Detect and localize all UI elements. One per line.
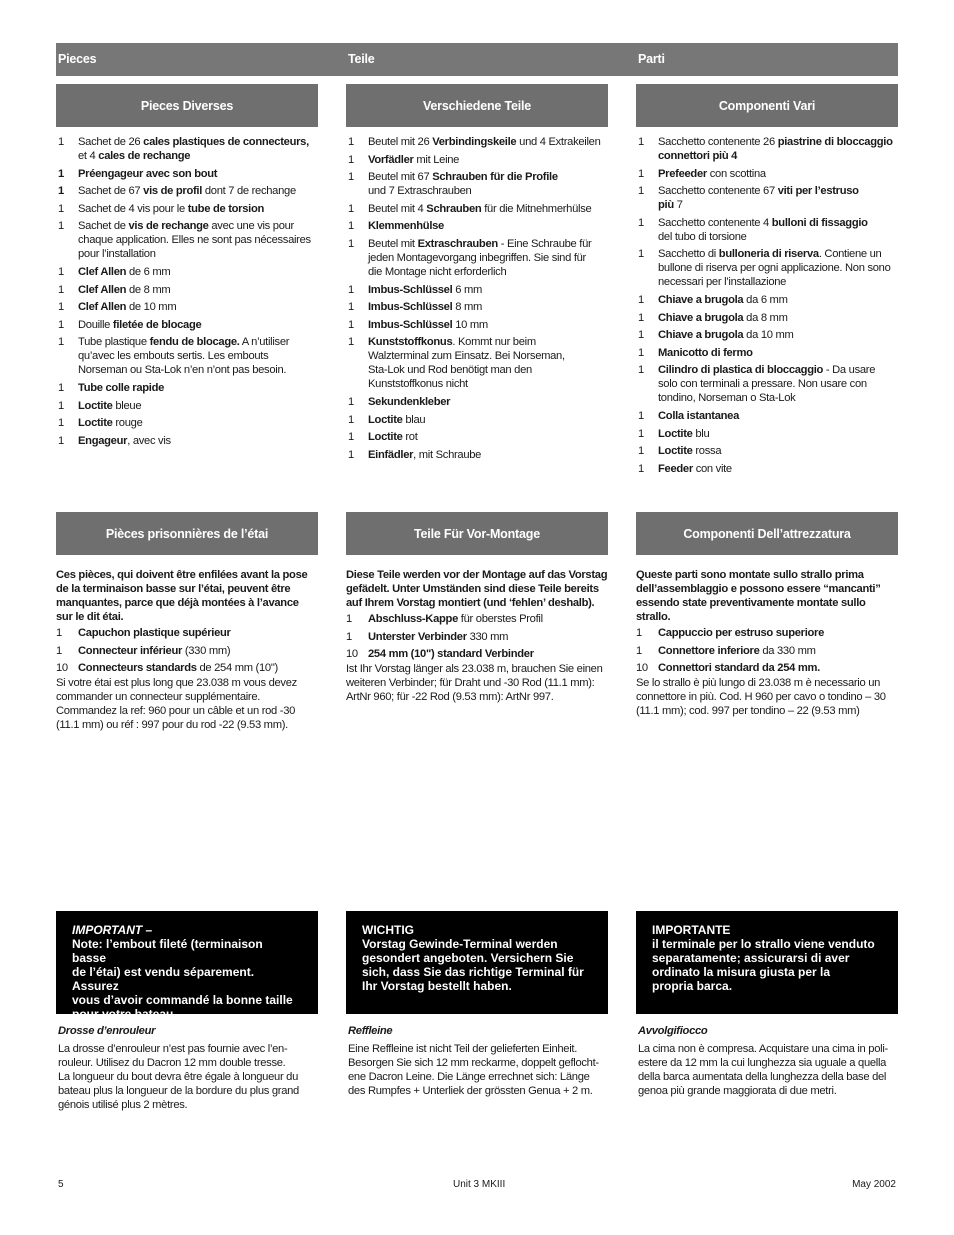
item-description: Sachet de vis de rechange avec une vis pour chaque application. Elles ne sont pas nécessaires pour l’installation [78, 220, 311, 261]
list-item [346, 335, 608, 391]
item-description: Sachet de 4 vis pour le tube de torsion [78, 202, 265, 215]
item-description: Connettori standard da 254 mm. [658, 662, 820, 675]
parts-list [636, 135, 898, 476]
item-description: Klemmenhülse [368, 220, 444, 233]
section-header: Componenti Vari [636, 84, 898, 127]
parts-list [636, 626, 898, 675]
item-quantity: 1 [58, 318, 64, 331]
list-item [636, 462, 898, 476]
important-box-fr [56, 911, 318, 1021]
item-description: Beutel mit 4 Schrauben für die Mitnehmerhülse [368, 202, 592, 215]
parts-list [346, 612, 608, 661]
section-note: Si votre étai est plus long que 23.038 m vous devez commander un connecteur supplémentaire. Commandez la ref: 960 pour un câble et un rod -30 (11.1 mm) ou réf : 997 pour du rod -22 (9.53 mm). [56, 676, 297, 731]
item-description: Beutel mit 67 Schrauben für die Profile und 7 Extraschrauben [368, 171, 558, 198]
item-description: Sachet de 26 cales plastiques de connecteurs, et 4 cales de rechange [78, 136, 309, 162]
item-quantity: 1 [346, 613, 352, 625]
list-item [636, 346, 898, 360]
furling-text: La drosse d’enrouleur n’est pas fournie avec l’en- rouleur. Utilisez du Dacron 12 mm double tresse. La longueur du bout devra être égale à longueur du bateau plus la longueur de la bordure du plus grand génois utilisé plus 2 mètres. [58, 1043, 299, 1111]
item-quantity: 1 [58, 381, 64, 394]
footer-date: May 2002 [852, 1179, 896, 1190]
item-quantity: 1 [348, 318, 354, 331]
list-item [346, 135, 608, 149]
section-header: Componenti Dell’attrezzatura [636, 512, 898, 555]
item-quantity: 1 [638, 329, 644, 342]
item-description: Loctite bleue [78, 399, 142, 412]
item-description: Loctite blau [368, 413, 426, 426]
list-item [636, 363, 898, 405]
item-quantity: 1 [346, 630, 352, 643]
parts-list [56, 135, 318, 448]
list-item [346, 202, 608, 216]
item-description: Clef Allen de 8 mm [78, 283, 171, 296]
item-quantity: 1 [58, 336, 64, 349]
item-description: Clef Allen de 10 mm [78, 301, 177, 314]
list-item [346, 630, 608, 644]
furling-title: Avvolgifiocco [638, 1025, 708, 1037]
item-quantity: 1 [56, 644, 62, 657]
list-item [56, 300, 318, 314]
section-header: Verschiedene Teile [346, 84, 608, 127]
furling-text: La cima non è compresa. Acquistare una cima in poli- estere da 12 mm la cui lunghezza sia uguale a quella della barca aumentata della lunghezza della base del genoa più grande maggiorata di due metri. [638, 1043, 888, 1097]
item-quantity: 1 [58, 399, 64, 412]
item-quantity: 1 [58, 417, 64, 430]
item-description: Imbus-Schlüssel 8 mm [368, 301, 482, 314]
lang-header-fr: Pieces [58, 52, 97, 66]
section-intro: Ces pièces, qui doivent être enfilées avant la pose de la terminaison basse sur l’étai, peuvent être manquantes, parce que déjà montées à l’avance sur le dit étai. [56, 569, 308, 623]
item-quantity: 1 [348, 171, 354, 184]
item-description: Connecteur inférieur (330 mm) [78, 644, 231, 657]
list-item [636, 184, 898, 212]
list-item [346, 283, 608, 297]
item-quantity: 1 [638, 445, 644, 458]
captive-it [636, 512, 898, 718]
item-quantity: 1 [348, 395, 354, 408]
item-description: Chiave a brugola da 8 mm [658, 311, 788, 324]
item-quantity: 1 [348, 413, 354, 426]
misc-de [346, 84, 608, 465]
item-description: Engageur, avec vis [78, 434, 171, 447]
item-description: Einfädler, mit Schraube [368, 448, 482, 461]
list-item [346, 448, 608, 462]
list-item [636, 444, 898, 458]
furling-it [638, 1024, 900, 1098]
furling-title: Reffleine [348, 1025, 393, 1037]
list-item [346, 153, 608, 167]
item-quantity: 1 [58, 167, 64, 180]
item-description: Vorfädler mit Leine [368, 153, 460, 166]
item-description: Clef Allen de 6 mm [78, 265, 171, 278]
important-box-it [636, 911, 898, 1014]
furling-fr [58, 1024, 320, 1112]
item-quantity: 1 [638, 167, 644, 180]
list-item [346, 300, 608, 314]
list-item [636, 328, 898, 342]
item-description: Beutel mit Extraschrauben - Eine Schraube für jeden Montagevorgang inbegriffen. Sie sind für die Montage nicht erforderlich [368, 237, 592, 278]
important-title: WICHTIG [362, 923, 414, 937]
item-description: Sacchetto contenente 26 piastrine di bloccaggio connettori più 4 [658, 136, 893, 162]
section-intro: Diese Teile werden vor der Montage auf das Vorstag gefädelt. Unter Umständen sind diese Teile bereits auf Ihrem Vorstag montiert (und ‘fehlen’ deshalb). [346, 569, 608, 609]
top-language-bar [56, 43, 898, 76]
list-item [346, 170, 608, 198]
list-item [56, 381, 318, 395]
list-item [636, 409, 898, 423]
section-note: Ist Ihr Vorstag länger als 23.038 m, brauchen Sie einen weiteren Verbinder; für Draht und -30 Rod (11.1 mm): ArtNr 960; für -22 Rod (9.53 mm): ArtNr 997. [346, 662, 603, 703]
list-item [56, 399, 318, 413]
item-quantity: 10 [56, 662, 68, 675]
captive-fr [56, 512, 318, 732]
list-item [636, 644, 898, 658]
item-quantity: 1 [58, 434, 64, 447]
item-description: Loctite rouge [78, 417, 143, 430]
item-quantity: 1 [638, 409, 644, 422]
important-text: il terminale per lo strallo viene venduto separatamente; assicurarsi di aver ordinato la misura giusta per la propria barca. [652, 937, 875, 993]
page-number: 5 [58, 1179, 64, 1190]
item-description: Imbus-Schlüssel 10 mm [368, 318, 488, 331]
item-quantity: 1 [638, 311, 644, 324]
list-item [56, 283, 318, 297]
furling-de [348, 1024, 610, 1098]
item-quantity: 1 [348, 431, 354, 444]
parts-list [56, 626, 318, 675]
list-item [56, 416, 318, 430]
list-item [346, 612, 608, 626]
important-text: Vorstag Gewinde-Terminal werden gesondert angeboten. Versichern Sie sich, dass Sie das richtige Terminal für Ihr Vorstag bestellt haben. [362, 937, 584, 993]
item-description: Loctite blu [658, 427, 710, 440]
item-description: Chiave a brugola da 10 mm [658, 329, 794, 342]
misc-fr [56, 84, 318, 451]
list-item [636, 135, 898, 163]
item-quantity: 1 [58, 301, 64, 314]
item-description: Unterster Verbinder 330 mm [368, 630, 509, 643]
item-quantity: 1 [58, 265, 64, 278]
item-quantity: 1 [56, 627, 62, 639]
item-quantity: 10 [636, 662, 648, 675]
important-box-de [346, 911, 608, 1014]
lang-header-it: Parti [638, 52, 665, 66]
item-description: Feeder con vite [658, 462, 732, 475]
item-description: Sacchetto contenente 4 bulloni di fissaggio del tubo di torsione [658, 216, 868, 243]
list-item [56, 661, 318, 675]
item-description: Sekundenkleber [368, 395, 451, 408]
item-quantity: 1 [348, 448, 354, 461]
item-quantity: 1 [638, 364, 644, 377]
item-description: Abschluss-Kappe für oberstes Profil [368, 613, 543, 625]
item-quantity: 1 [636, 644, 642, 657]
item-description: Prefeeder con scottina [658, 167, 766, 180]
item-description: Cappuccio per estruso superiore [658, 627, 825, 639]
item-description: Tube colle rapide [78, 381, 165, 394]
item-quantity: 1 [348, 336, 354, 349]
item-quantity: 1 [638, 427, 644, 440]
furling-text: Eine Reffleine ist nicht Teil der gelieferten Einheit. Besorgen Sie sich 12 mm reckarme, doppelt geflocht- ene Dacron Leine. Die Länge errechnet sich: Länge des Rumpfes + Unterliek der grössten Genua + 2 m. [348, 1043, 599, 1097]
item-quantity: 1 [58, 283, 64, 296]
item-quantity: 1 [636, 627, 642, 639]
item-description: Cilindro di plastica di bloccaggio - Da usare solo con terminali a pressare. Non usare con tondino, Norseman o Sta-Lok [658, 364, 876, 405]
item-quantity: 1 [348, 202, 354, 215]
footer-unit: Unit 3 MKIII [453, 1179, 506, 1190]
item-quantity: 1 [58, 136, 64, 148]
list-item [636, 311, 898, 325]
important-title: IMPORTANT – [72, 923, 153, 937]
list-item [346, 237, 608, 279]
list-item [346, 219, 608, 233]
captive-de [346, 512, 608, 704]
item-description: Chiave a brugola da 6 mm [658, 293, 788, 306]
item-description: Kunststoffkonus. Kommt nur beim Walzterminal zum Einsatz. Bei Norseman, Sta-Lok und Rod benötigt man den Kunststoffkonus nicht [368, 336, 565, 391]
item-description: Tube plastique fendu de blocage. A n’utiliser qu’avec les embouts sertis. Les embouts Norseman ou Sta-Lok n’en n’ont pas besoin. [78, 336, 290, 377]
list-item [56, 219, 318, 261]
item-quantity: 1 [638, 136, 644, 148]
list-item [346, 430, 608, 444]
item-quantity: 1 [638, 462, 644, 475]
list-item [56, 167, 318, 181]
list-item [56, 135, 318, 163]
furling-title: Drosse d’enrouleur [58, 1025, 156, 1037]
item-quantity: 1 [348, 136, 354, 148]
list-item [346, 318, 608, 332]
item-quantity: 1 [348, 220, 354, 233]
list-item [56, 318, 318, 332]
item-quantity: 1 [638, 216, 644, 229]
list-item [636, 216, 898, 244]
list-item [56, 265, 318, 279]
item-quantity: 1 [638, 248, 644, 261]
item-quantity: 1 [58, 220, 64, 233]
section-header: Pièces prisonnières de l’étai [56, 512, 318, 555]
item-description: Connettore inferiore da 330 mm [658, 644, 816, 657]
item-quantity: 1 [348, 153, 354, 166]
list-item [636, 247, 898, 289]
list-item [56, 626, 318, 640]
item-quantity: 1 [58, 185, 64, 198]
section-intro: Queste parti sono montate sullo strallo prima dell’assemblaggio e possono essere “mancanti” essendo state preventivamente montate sullo strallo. [636, 569, 881, 623]
section-header: Pieces Diverses [56, 84, 318, 127]
lang-header-de: Teile [348, 52, 375, 66]
important-text: Note: l’embout fileté (terminaison basse de l’étai) est vendu séparement. Assurez vous d’avoir commandé la bonne taille pour votre bateau. [72, 937, 293, 1021]
item-description: Douille filetée de blocage [78, 318, 202, 331]
list-item [346, 647, 608, 661]
item-quantity: 1 [638, 185, 644, 198]
important-title: IMPORTANTE [652, 923, 731, 937]
list-item [56, 202, 318, 216]
item-quantity: 1 [638, 293, 644, 306]
list-item [636, 167, 898, 181]
item-description: Manicotto di fermo [658, 346, 753, 359]
list-item [636, 661, 898, 675]
item-quantity: 1 [58, 202, 64, 215]
item-description: Colla istantanea [658, 409, 739, 422]
item-description: Capuchon plastique supérieur [78, 627, 231, 639]
parts-list [346, 135, 608, 462]
item-description: Préengageur avec son bout [78, 167, 218, 180]
item-quantity: 1 [348, 283, 354, 296]
list-item [636, 427, 898, 441]
list-item [346, 413, 608, 427]
list-item [56, 434, 318, 448]
section-header: Teile Für Vor-Montage [346, 512, 608, 555]
list-item [636, 293, 898, 307]
list-item [636, 626, 898, 640]
item-description: 254 mm (10") standard Verbinder [368, 648, 534, 661]
item-description: Sachet de 67 vis de profil dont 7 de rechange [78, 185, 296, 198]
item-description: Imbus-Schlüssel 6 mm [368, 283, 482, 296]
list-item [56, 335, 318, 377]
list-item [56, 644, 318, 658]
item-description: Beutel mit 26 Verbindingskeile und 4 Extrakeilen [368, 136, 601, 148]
section-note: Se lo strallo è più lungo di 23.038 m è necessario un connettore in più. Cod. H 960 per cavo o tondino – 30 (11.1 mm); cod. 997 per tondino – 22 (9.53 mm) [636, 676, 886, 717]
item-quantity: 1 [638, 346, 644, 359]
item-quantity: 10 [346, 648, 358, 661]
list-item [346, 395, 608, 409]
item-quantity: 1 [348, 301, 354, 314]
item-description: Connecteurs standards de 254 mm (10") [78, 662, 278, 675]
item-description: Loctite rossa [658, 445, 722, 458]
item-quantity: 1 [348, 237, 354, 250]
item-description: Sacchetto contenente 67 viti per l’estruso più 7 [658, 185, 859, 212]
list-item [56, 184, 318, 198]
item-description: Sacchetto di bulloneria di riserva. Contiene un bullone di riserva per ogni applicazione. Non sono necessari per l’installazione [658, 248, 891, 289]
item-description: Loctite rot [368, 431, 418, 444]
misc-it [636, 84, 898, 479]
